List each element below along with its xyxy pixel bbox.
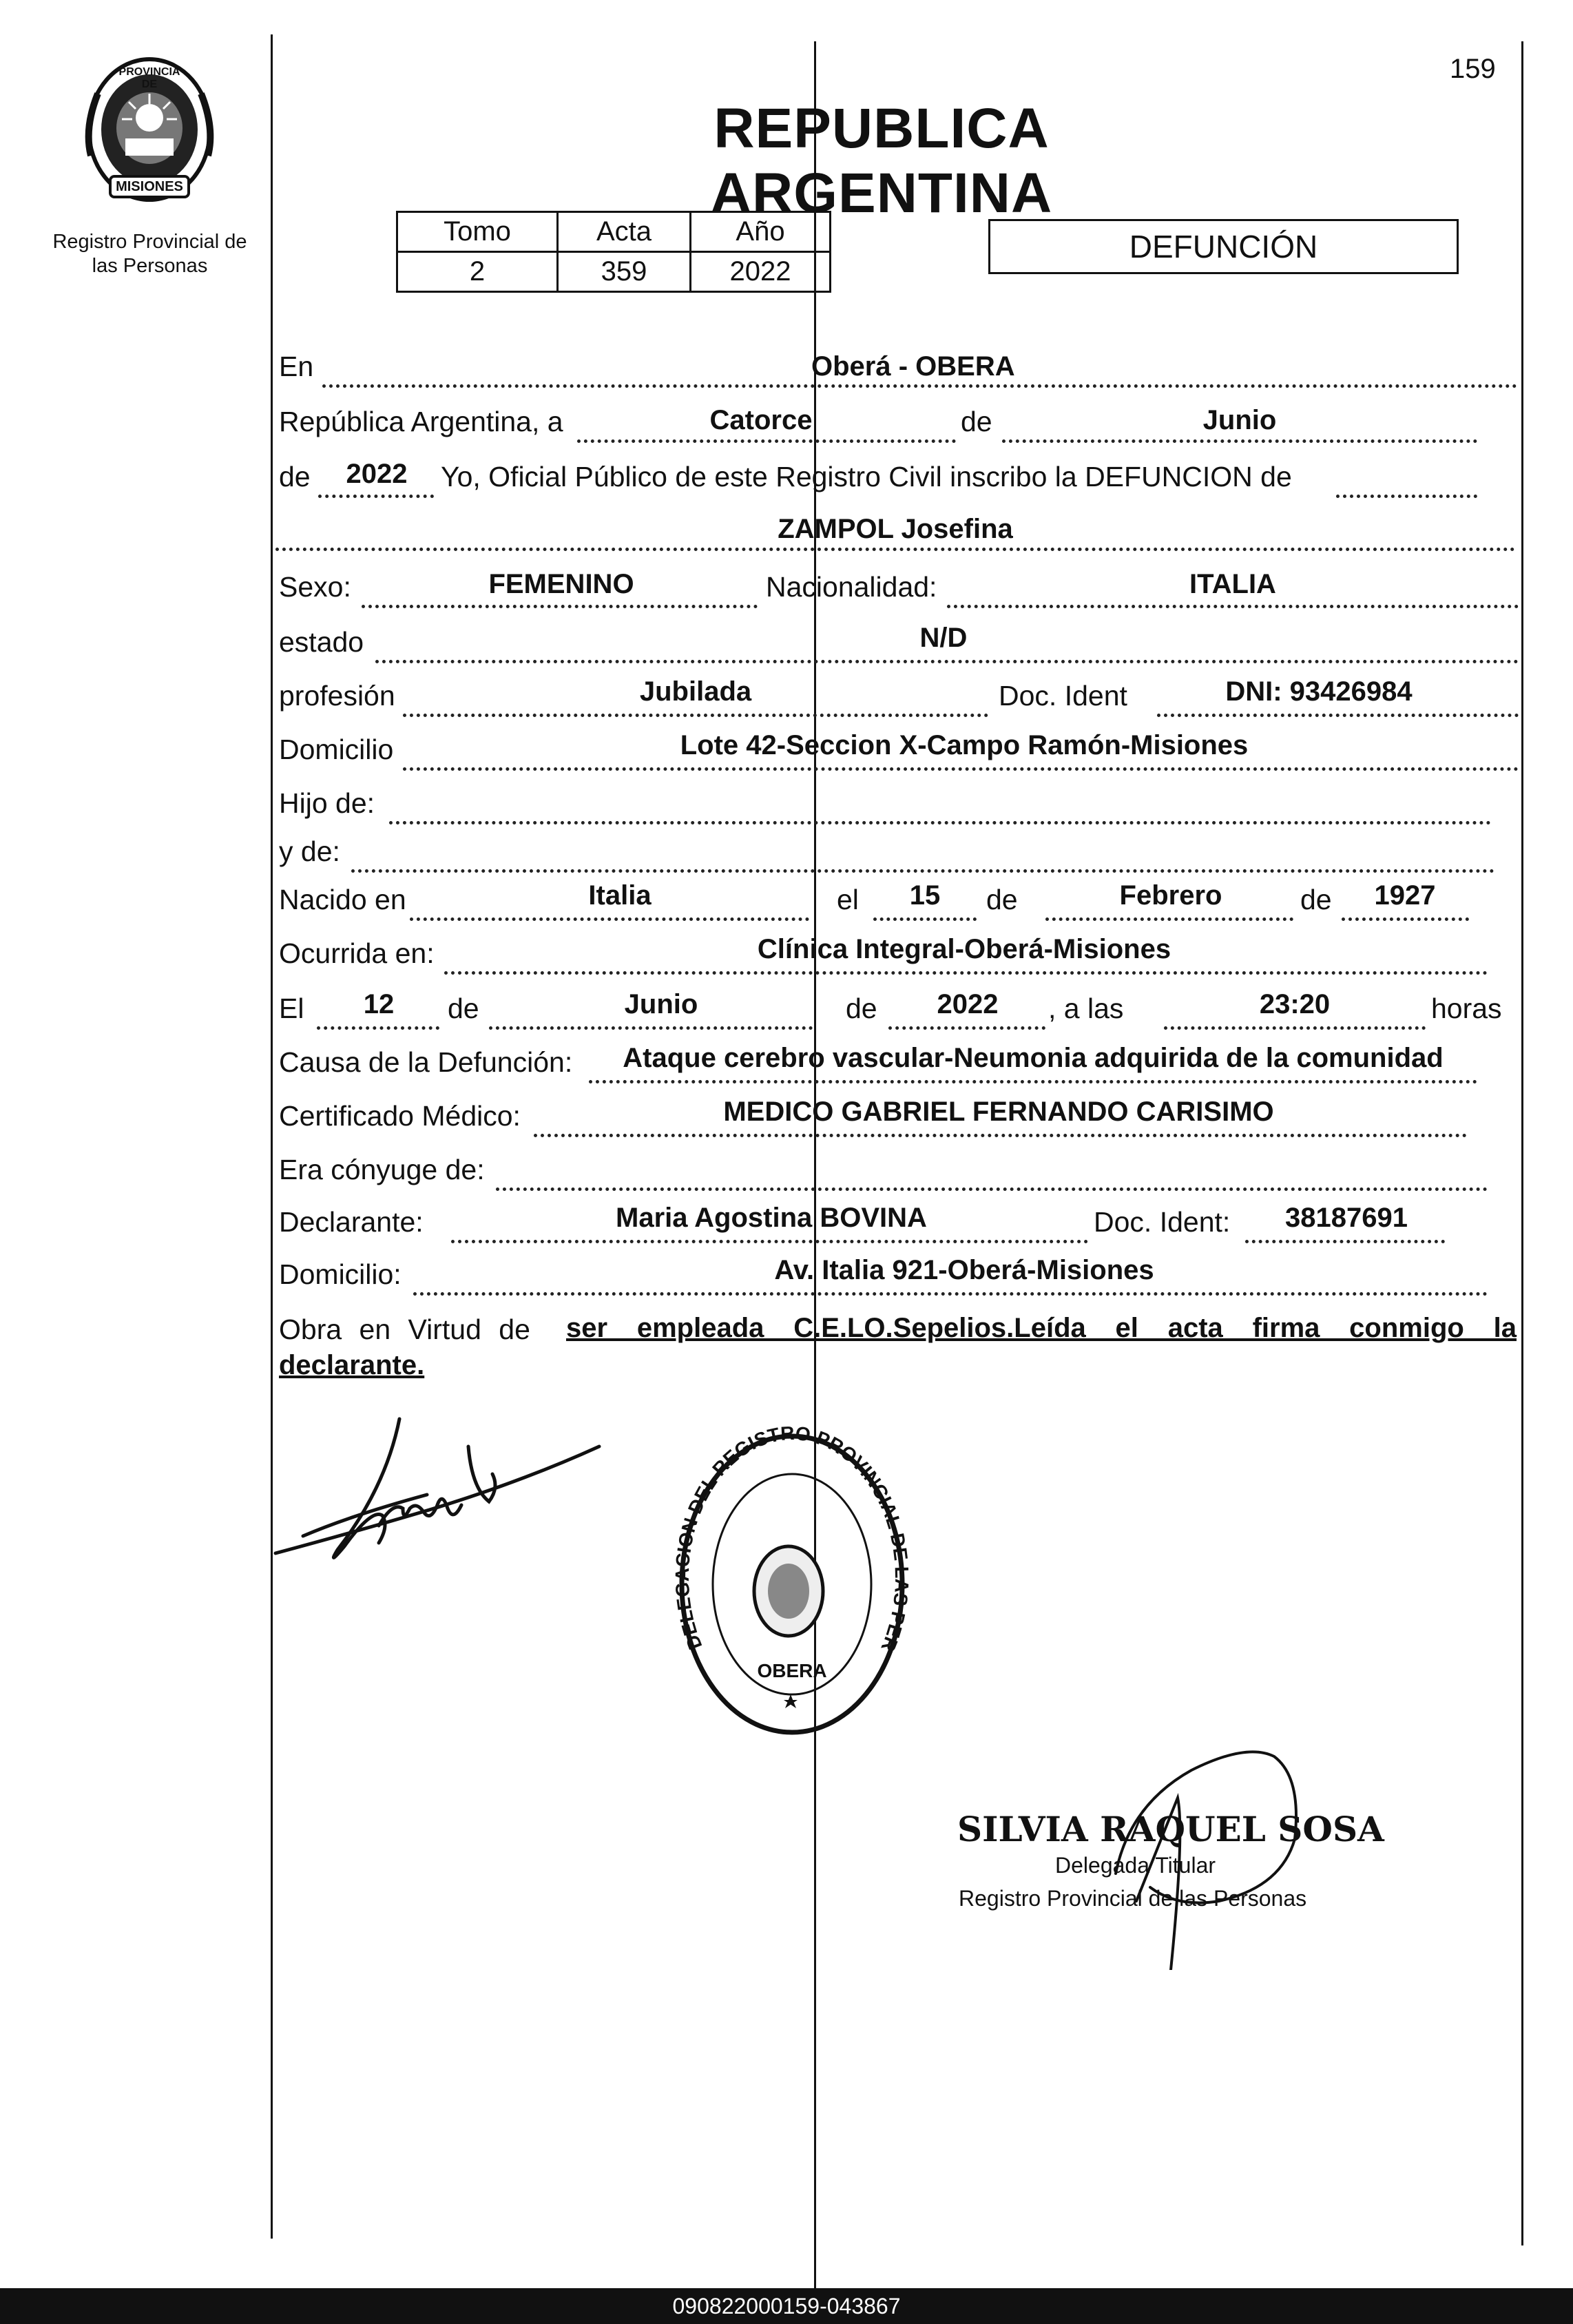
- underline-nombre: [275, 548, 1515, 551]
- underline-documento: [1157, 714, 1519, 717]
- value-declarante-domicilio: Av. Italia 921-Oberá-Misiones: [774, 1255, 1154, 1285]
- value-declarante: Maria Agostina BOVINA: [616, 1203, 927, 1233]
- footer-bar: [0, 2288, 1573, 2324]
- value-estado: N/D: [919, 623, 968, 653]
- registry-name-line2: las Personas: [92, 255, 208, 277]
- value-nac-dia: 15: [909, 880, 941, 911]
- table-value-tomo: 2: [397, 252, 558, 292]
- underline-mes: [1002, 439, 1477, 443]
- underline-estado: [375, 660, 1519, 663]
- label-el: el: [837, 884, 859, 915]
- value-declarante-doc: 38187691: [1285, 1203, 1408, 1233]
- underline-nacido-en: [410, 917, 809, 921]
- value-nac-mes: Febrero: [1119, 880, 1222, 911]
- underline-causa: [589, 1080, 1477, 1083]
- underline-def-hora: [1164, 1026, 1426, 1030]
- underline-y-de: [351, 869, 1494, 873]
- label-causa: Causa de la Defunción:: [279, 1046, 573, 1078]
- label-y-de: y de:: [279, 836, 340, 867]
- value-nac-anio: 1927: [1374, 880, 1436, 911]
- officer-name: SILVIA RAQUEL SOSA: [957, 1809, 1384, 1849]
- value-sexo: FEMENINO: [488, 569, 634, 599]
- underline-oficial: [1336, 495, 1477, 498]
- label-profesion: profesión: [279, 680, 395, 712]
- label-declarante: Declarante:: [279, 1206, 424, 1238]
- label-a-las: , a las: [1048, 993, 1124, 1024]
- label-nacido-en: Nacido en: [279, 884, 406, 915]
- label-conyuge: Era cónyuge de:: [279, 1154, 485, 1185]
- seal-text: DEL ION DEL REGISTRO PROVINCIAL D PER: [675, 1426, 909, 1655]
- label-de-d1: de: [448, 993, 479, 1024]
- province-logo: [77, 52, 222, 211]
- underline-ocurrida-en: [444, 971, 1488, 975]
- underline-def-dia: [317, 1026, 439, 1030]
- label-de-b2: de: [1300, 884, 1332, 915]
- underline-domicilio: [403, 767, 1519, 771]
- label-ocurrida-en: Ocurrida en:: [279, 937, 435, 969]
- value-mes: Junio: [1202, 405, 1277, 435]
- underline-declarante-doc: [1245, 1240, 1445, 1243]
- right-margin-rule: [1521, 41, 1523, 2245]
- value-def-dia: 12: [363, 989, 395, 1019]
- underline-nac-anio: [1342, 917, 1469, 921]
- underline-nac-mes: [1045, 917, 1293, 921]
- value-profesion: Jubilada: [639, 676, 752, 707]
- table-header-anio: Año: [691, 212, 831, 252]
- label-el-2: El: [279, 993, 304, 1024]
- value-nacido-en: Italia: [588, 880, 652, 911]
- value-nacionalidad: ITALIA: [1189, 569, 1276, 599]
- label-de-d2: de: [846, 993, 877, 1024]
- label-certificado: Certificado Médico:: [279, 1100, 521, 1132]
- document-type-box: [988, 219, 1459, 274]
- label-horas: horas: [1431, 993, 1502, 1024]
- label-nacionalidad: Nacionalidad:: [766, 571, 937, 603]
- value-nombre: ZAMPOL Josefina: [778, 514, 1013, 544]
- page-number: 159: [1450, 54, 1496, 84]
- underline-profesion: [403, 714, 988, 717]
- underline-lugar: [322, 384, 1517, 388]
- seal-city: OBERA: [757, 1660, 827, 1681]
- value-certificado: MEDICO GABRIEL FERNANDO CARISIMO: [723, 1097, 1274, 1127]
- value-obra: ser empleada C.E.LO.Sepelios.Leída el acta firma conmigo la: [566, 1313, 1517, 1343]
- value-obra-2: declarante.: [279, 1350, 425, 1380]
- officer-title: Delegada Titular: [1055, 1853, 1216, 1878]
- value-domicilio: Lote 42-Seccion X-Campo Ramón-Misiones: [680, 730, 1249, 760]
- underline-nacionalidad: [947, 605, 1519, 608]
- document-type: DEFUNCIÓN: [1129, 229, 1318, 264]
- label-en: En: [279, 351, 314, 382]
- logo-text-bottom: MISIONES: [116, 179, 183, 194]
- underline-declarante-domicilio: [413, 1292, 1488, 1296]
- officer-organization: Registro Provincial de las Personas: [959, 1886, 1307, 1911]
- value-anio: 2022: [346, 459, 408, 489]
- value-def-anio: 2022: [937, 989, 999, 1019]
- barcode-id: 090822000159-043867: [672, 2294, 901, 2318]
- logo-text-top: PROVINCIA DE: [118, 66, 180, 90]
- acta-table-value-row: [397, 252, 831, 292]
- label-de-b1: de: [986, 884, 1018, 915]
- value-lugar: Oberá - OBERA: [811, 351, 1015, 382]
- table-value-acta: 359: [558, 252, 691, 292]
- value-def-mes: Junio: [624, 989, 698, 1019]
- value-def-hora: 23:20: [1259, 989, 1331, 1019]
- underline-anio: [318, 495, 434, 498]
- declarant-signature: [262, 1405, 606, 1612]
- underline-def-anio: [888, 1026, 1045, 1030]
- underline-conyuge: [496, 1187, 1488, 1191]
- label-de-2: de: [279, 461, 311, 492]
- underline-def-mes: [489, 1026, 813, 1030]
- label-doc-ident: Doc. Ident: [999, 680, 1127, 712]
- underline-declarante: [451, 1240, 1088, 1243]
- table-header-tomo: Tomo: [397, 212, 558, 252]
- acta-table-header-row: [397, 212, 831, 252]
- label-sexo: Sexo:: [279, 571, 351, 603]
- underline-nac-dia: [873, 917, 977, 921]
- table-value-anio: 2022: [691, 252, 831, 292]
- underline-certificado: [534, 1134, 1467, 1137]
- acta-table: [396, 211, 831, 293]
- label-obra: Obra en Virtud de: [279, 1314, 530, 1345]
- value-ocurrida-en: Clínica Integral-Oberá-Misiones: [757, 934, 1171, 964]
- label-doc-ident-2: Doc. Ident:: [1094, 1206, 1231, 1238]
- table-header-acta: Acta: [558, 212, 691, 252]
- label-estado: estado: [279, 626, 364, 658]
- page-title: REPUBLICA ARGENTINA: [710, 97, 1053, 225]
- value-causa: Ataque cerebro vascular-Neumonia adquirida de la comunidad: [623, 1043, 1444, 1073]
- registry-name-line1: Registro Provincial de: [52, 231, 247, 253]
- value-dia-letras: Catorce: [709, 405, 813, 435]
- label-de-1: de: [961, 406, 992, 437]
- label-domicilio-2: Domicilio:: [279, 1258, 402, 1290]
- label-domicilio: Domicilio: [279, 734, 394, 765]
- underline-hijo-de: [389, 821, 1491, 824]
- left-margin-rule: [271, 34, 273, 2239]
- official-seal: [675, 1426, 909, 1743]
- label-republica: República Argentina, a: [279, 406, 563, 437]
- label-hijo-de: Hijo de:: [279, 787, 375, 819]
- label-oficial: Yo, Oficial Público de este Registro Civil inscribo la DEFUNCION de: [441, 461, 1292, 492]
- underline-sexo: [362, 605, 758, 608]
- value-documento: DNI: 93426984: [1225, 676, 1413, 707]
- underline-dia: [577, 439, 956, 443]
